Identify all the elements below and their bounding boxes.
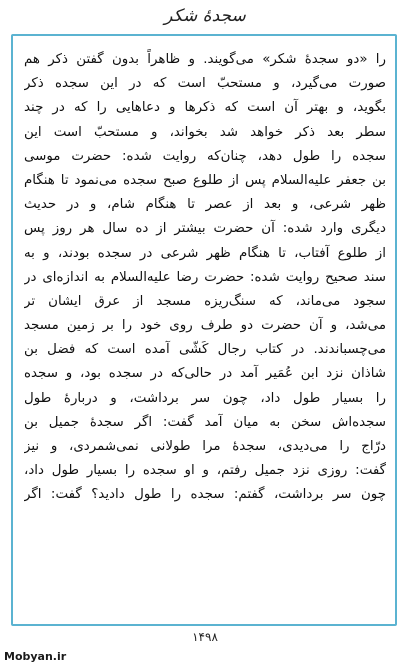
- text-line: گفت: روزی نزد جمیل رفتم، و او سجده را بسیار طول داد،: [24, 463, 386, 479]
- text-line: می‌چسباندند. در کتاب رجال کَشّی آمده است که فضل بن: [24, 342, 386, 358]
- text-line: را «دو سجدۀ شکر» می‌گویند. و ظاهراً بدون گفتن ذکر هم: [24, 52, 386, 67]
- text-line: سطر بعد ذکر خواهد شد بخواند، و مستحبّ است این: [24, 124, 386, 140]
- page-number: ۱۴۹۸: [192, 630, 218, 644]
- text-line: ظهر شرعی، و بعد از عصر تا هنگام شام، و در حدیث: [24, 197, 386, 213]
- text-line: شاذان نزد ابن عُمَیر آمد در حالی‌که در سجده بود، و سجده: [24, 366, 386, 382]
- text-line: می‌شد، و آن حضرت دو طرف روی خود را بر زمین مسجد: [24, 318, 386, 334]
- watermark-text: Mobyan.ir: [4, 650, 67, 663]
- text-line: سجود می‌ماند، که سنگ‌ریزه مسجد از عرق ایشان تر: [24, 293, 386, 309]
- text-line: را بسیار طول داد، چون سر برداشت، و دربارۀ طول: [24, 390, 386, 406]
- text-line: بن جعفر علیه‌السلام پس از طلوع صبح سجده می‌نمود تا هنگام: [24, 172, 386, 188]
- body-text: [24, 48, 386, 508]
- text-line: چون سر برداشت، گفتم: سجده را طول دادید؟ گفت: اگر: [24, 487, 386, 503]
- text-line: درّاج را می‌دیدی، سجدۀ مرا طولانی نمی‌شمردی، و نیز: [24, 439, 386, 454]
- text-line: از طلوع آفتاب، تا هنگام ظهر شرعی در سجده بودند، و به: [24, 245, 386, 261]
- text-line: صورت می‌گیرد، و مستحبّ است که در این سجده ذکر: [24, 76, 386, 92]
- text-line: سجده را طول دهد، چنان‌که روایت شده: حضرت موسی: [24, 148, 386, 164]
- text-line: بگوید، و بهتر آن است که ذکرها و دعاهایی را که در چند: [24, 100, 386, 116]
- text-line: سجده‌اش سخن به میان آمد گفت: اگر سجدۀ جمیل بن: [24, 414, 386, 430]
- text-line: سند صحیح روایت شده: حضرت رضا علیه‌السلام به اندازه‌ای در: [24, 269, 386, 285]
- text-line: دیگری وارد شده: آن حضرت بیشتر از ده سال هر روز پس: [24, 221, 386, 237]
- page-header-title: سجدۀ شکر: [164, 6, 246, 26]
